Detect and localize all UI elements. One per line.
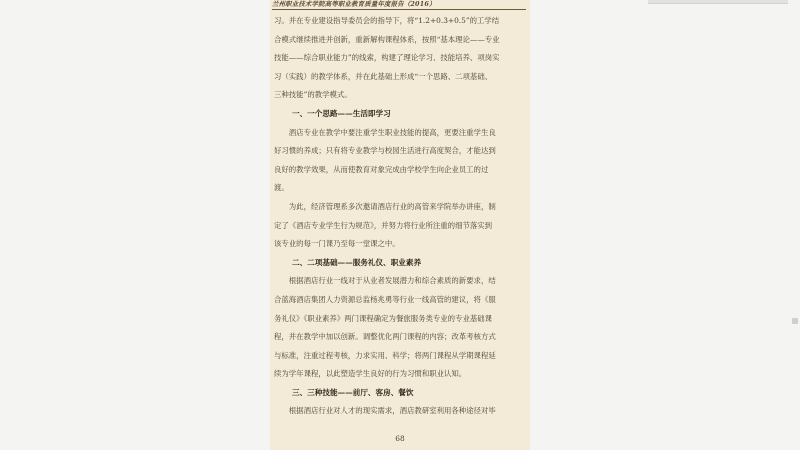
paragraph bbox=[274, 12, 520, 105]
right-panel bbox=[648, 0, 800, 450]
paragraph bbox=[274, 402, 520, 421]
text-line: 根据酒店行业对人才的现实需求，酒店教研室利用各种途径对毕 bbox=[274, 406, 496, 416]
text-line: 酒店专业在教学中要注重学生职业技能的提高，更要注重学生良 bbox=[274, 127, 496, 137]
text-line: 为此，经济管理系多次邀请酒店行业的高管来学院举办讲座，制 bbox=[274, 201, 496, 211]
text-line: 与标准，注重过程考核，力求实用、科学；将两门课程从学期课程延 bbox=[274, 350, 496, 360]
text-line: 根据酒店行业一线对于从业者发展潜力和综合素质的新要求，结 bbox=[274, 276, 496, 286]
text-line: 习。并在专业建设指导委员会的指导下，将“1.2+0.3+0.5”的工学结 bbox=[274, 16, 500, 25]
toolbar-strip bbox=[648, 0, 788, 4]
section-heading: 三、三种技能——前厅、客房、餐饮 bbox=[292, 387, 414, 397]
paragraph bbox=[274, 124, 520, 198]
text-line: 合蓝海酒店集团人力资源总监杨兆勇等行业一线高管的建议，将《服 bbox=[274, 294, 496, 304]
section-heading: 一、一个思路——生活即学习 bbox=[292, 108, 391, 118]
text-line: 渡。 bbox=[274, 183, 289, 193]
text-line: 良好的教学效果，从而使教育对象完成由学校学生向企业员工的过 bbox=[274, 164, 489, 174]
paragraph bbox=[274, 272, 520, 384]
text-line: 续为学年课程，以此塑造学生良好的行为习惯和职业认知。 bbox=[274, 369, 467, 379]
text-line: 三种技能”的教学模式。 bbox=[274, 90, 352, 100]
text-line: 好习惯的养成；只有将专业教学与校园生活进行高度契合，才能达到 bbox=[274, 146, 496, 156]
section-heading: 二、二项基础——服务礼仪、职业素养 bbox=[292, 257, 422, 267]
document-page bbox=[270, 0, 530, 450]
text-line: 程，并在教学中加以创新。调整优化两门课程的内容；改革考核方式 bbox=[274, 332, 496, 342]
paragraph bbox=[274, 198, 520, 254]
text-line: 合模式继续推进并创新，重新解构课程体系，按照“基本理论——专业 bbox=[274, 34, 500, 44]
vertical-scrollbar[interactable] bbox=[790, 0, 800, 450]
page-number: 68 bbox=[395, 434, 405, 443]
text-line: 技能——综合职业能力”的线索，构建了理论学习、技能培养、项岗实 bbox=[274, 53, 500, 63]
running-header: 兰州职业技术学院高等职业教育质量年度报告（2016） bbox=[272, 0, 526, 10]
text-line: 务礼仪》《职业素养》两门课程确定为餐旅服务类专业的专业基础课 bbox=[274, 313, 493, 323]
text-line: 习（实践）的教学体系，并在此基础上形成“一个思路、二项基础、 bbox=[274, 71, 493, 81]
page-body bbox=[274, 12, 520, 421]
text-line: 定了《酒店专业学生行为规范》，并努力将行业所注重的细节落实到 bbox=[274, 220, 493, 230]
text-line: 该专业的每一门课乃至每一堂课之中。 bbox=[274, 239, 400, 249]
scroll-thumb[interactable] bbox=[792, 318, 798, 324]
